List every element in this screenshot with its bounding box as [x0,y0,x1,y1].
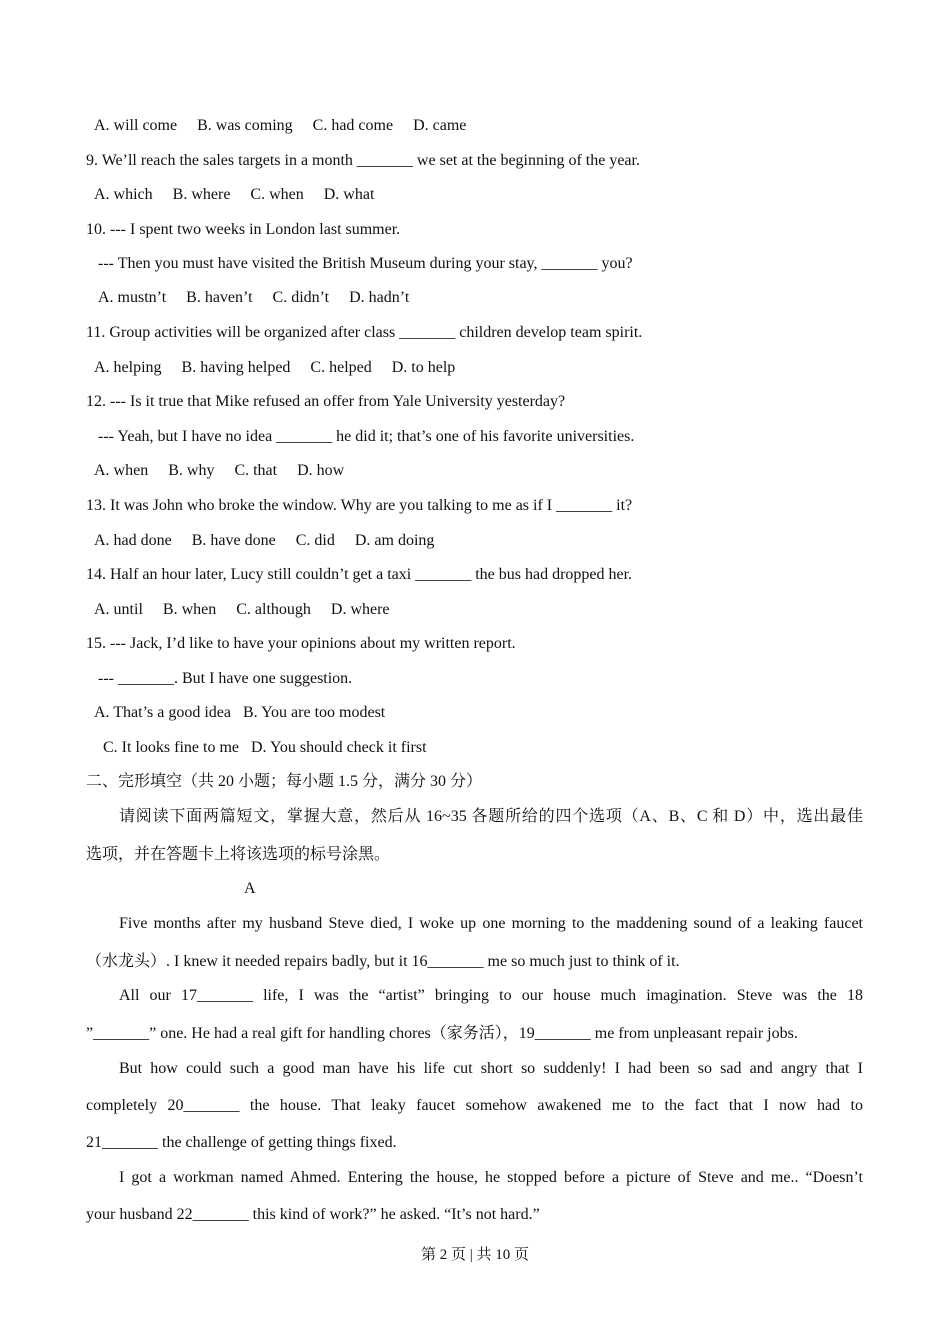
section-instructions-1: 请阅读下面两篇短文，掌握大意，然后从 16~35 各题所给的四个选项（A、B、C 和 D）中，选出最佳 [119,808,863,825]
q12-stem-reply: --- Yeah, but I have no idea _______ he did it; that’s one of his favorite universities. [98,428,635,445]
q11-stem: 11. Group activities will be organized after class _______ children develop team spirit. [86,324,643,341]
passage-line: Five months after my husband Steve died, I woke up one morning to the maddening sound of a leaking faucet [119,915,863,932]
passage-line: 21_______ the challenge of getting things fixed. [86,1134,397,1151]
passage-line: （水龙头）. I knew it needed repairs badly, but it 16_______ me so much just to think of it. [86,953,680,970]
q14-options: A. until B. when C. although D. where [94,601,390,618]
q10-stem-reply: --- Then you must have visited the British Museum during your stay, _______ you? [98,255,633,272]
q9-stem: 9. We’ll reach the sales targets in a month _______ we set at the beginning of the year. [86,152,640,169]
passage-line: But how could such a good man have his life cut short so suddenly! I had been so sad and angry that I [119,1060,863,1077]
section-heading: 二、完形填空（共 20 小题；每小题 1.5 分，满分 30 分） [86,773,483,790]
passage-line: your husband 22_______ this kind of work?” he asked. “It’s not hard.” [86,1206,540,1223]
q9-options: A. which B. where C. when D. what [94,186,375,203]
q8-options: A. will come B. was coming C. had come D. came [94,117,467,134]
q12-stem: 12. --- Is it true that Mike refused an offer from Yale University yesterday? [86,393,566,410]
q12-options: A. when B. why C. that D. how [94,462,345,479]
q15-stem-reply: --- _______. But I have one suggestion. [98,670,353,687]
q15-options-ab: A. That’s a good idea B. You are too modest [94,704,386,721]
q13-options: A. had done B. have done C. did D. am doing [94,532,435,549]
q10-options: A. mustn’t B. haven’t C. didn’t D. hadn’t [98,289,410,306]
q13-stem: 13. It was John who broke the window. Why are you talking to me as if I _______ it? [86,497,633,514]
q15-stem: 15. --- Jack, I’d like to have your opinions about my written report. [86,635,516,652]
section-instructions-2: 选项，并在答题卡上将该选项的标号涂黑。 [86,846,391,863]
passage-line: ”_______” one. He had a real gift for handling chores（家务活），19_______ me from unpleasant repair jobs. [86,1025,798,1042]
page-footer: 第 2 页 | 共 10 页 [420,1247,529,1263]
q11-options: A. helping B. having helped C. helped D. to help [94,359,456,376]
q10-stem: 10. --- I spent two weeks in London last summer. [86,221,401,238]
passage-line: I got a workman named Ahmed. Entering the house, he stopped before a picture of Steve and me.. “Doesn’t [119,1169,863,1186]
q15-options-cd: C. It looks fine to me D. You should check it first [103,739,427,756]
passage-line: All our 17_______ life, I was the “artist” bringing to our house much imagination. Steve was the 18 [119,987,863,1004]
q14-stem: 14. Half an hour later, Lucy still couldn’t get a taxi _______ the bus had dropped her. [86,566,633,583]
passage-line: completely 20_______ the house. That leaky faucet somehow awakened me to the fact that I now had to [86,1097,863,1114]
passage-title: A [244,880,256,897]
